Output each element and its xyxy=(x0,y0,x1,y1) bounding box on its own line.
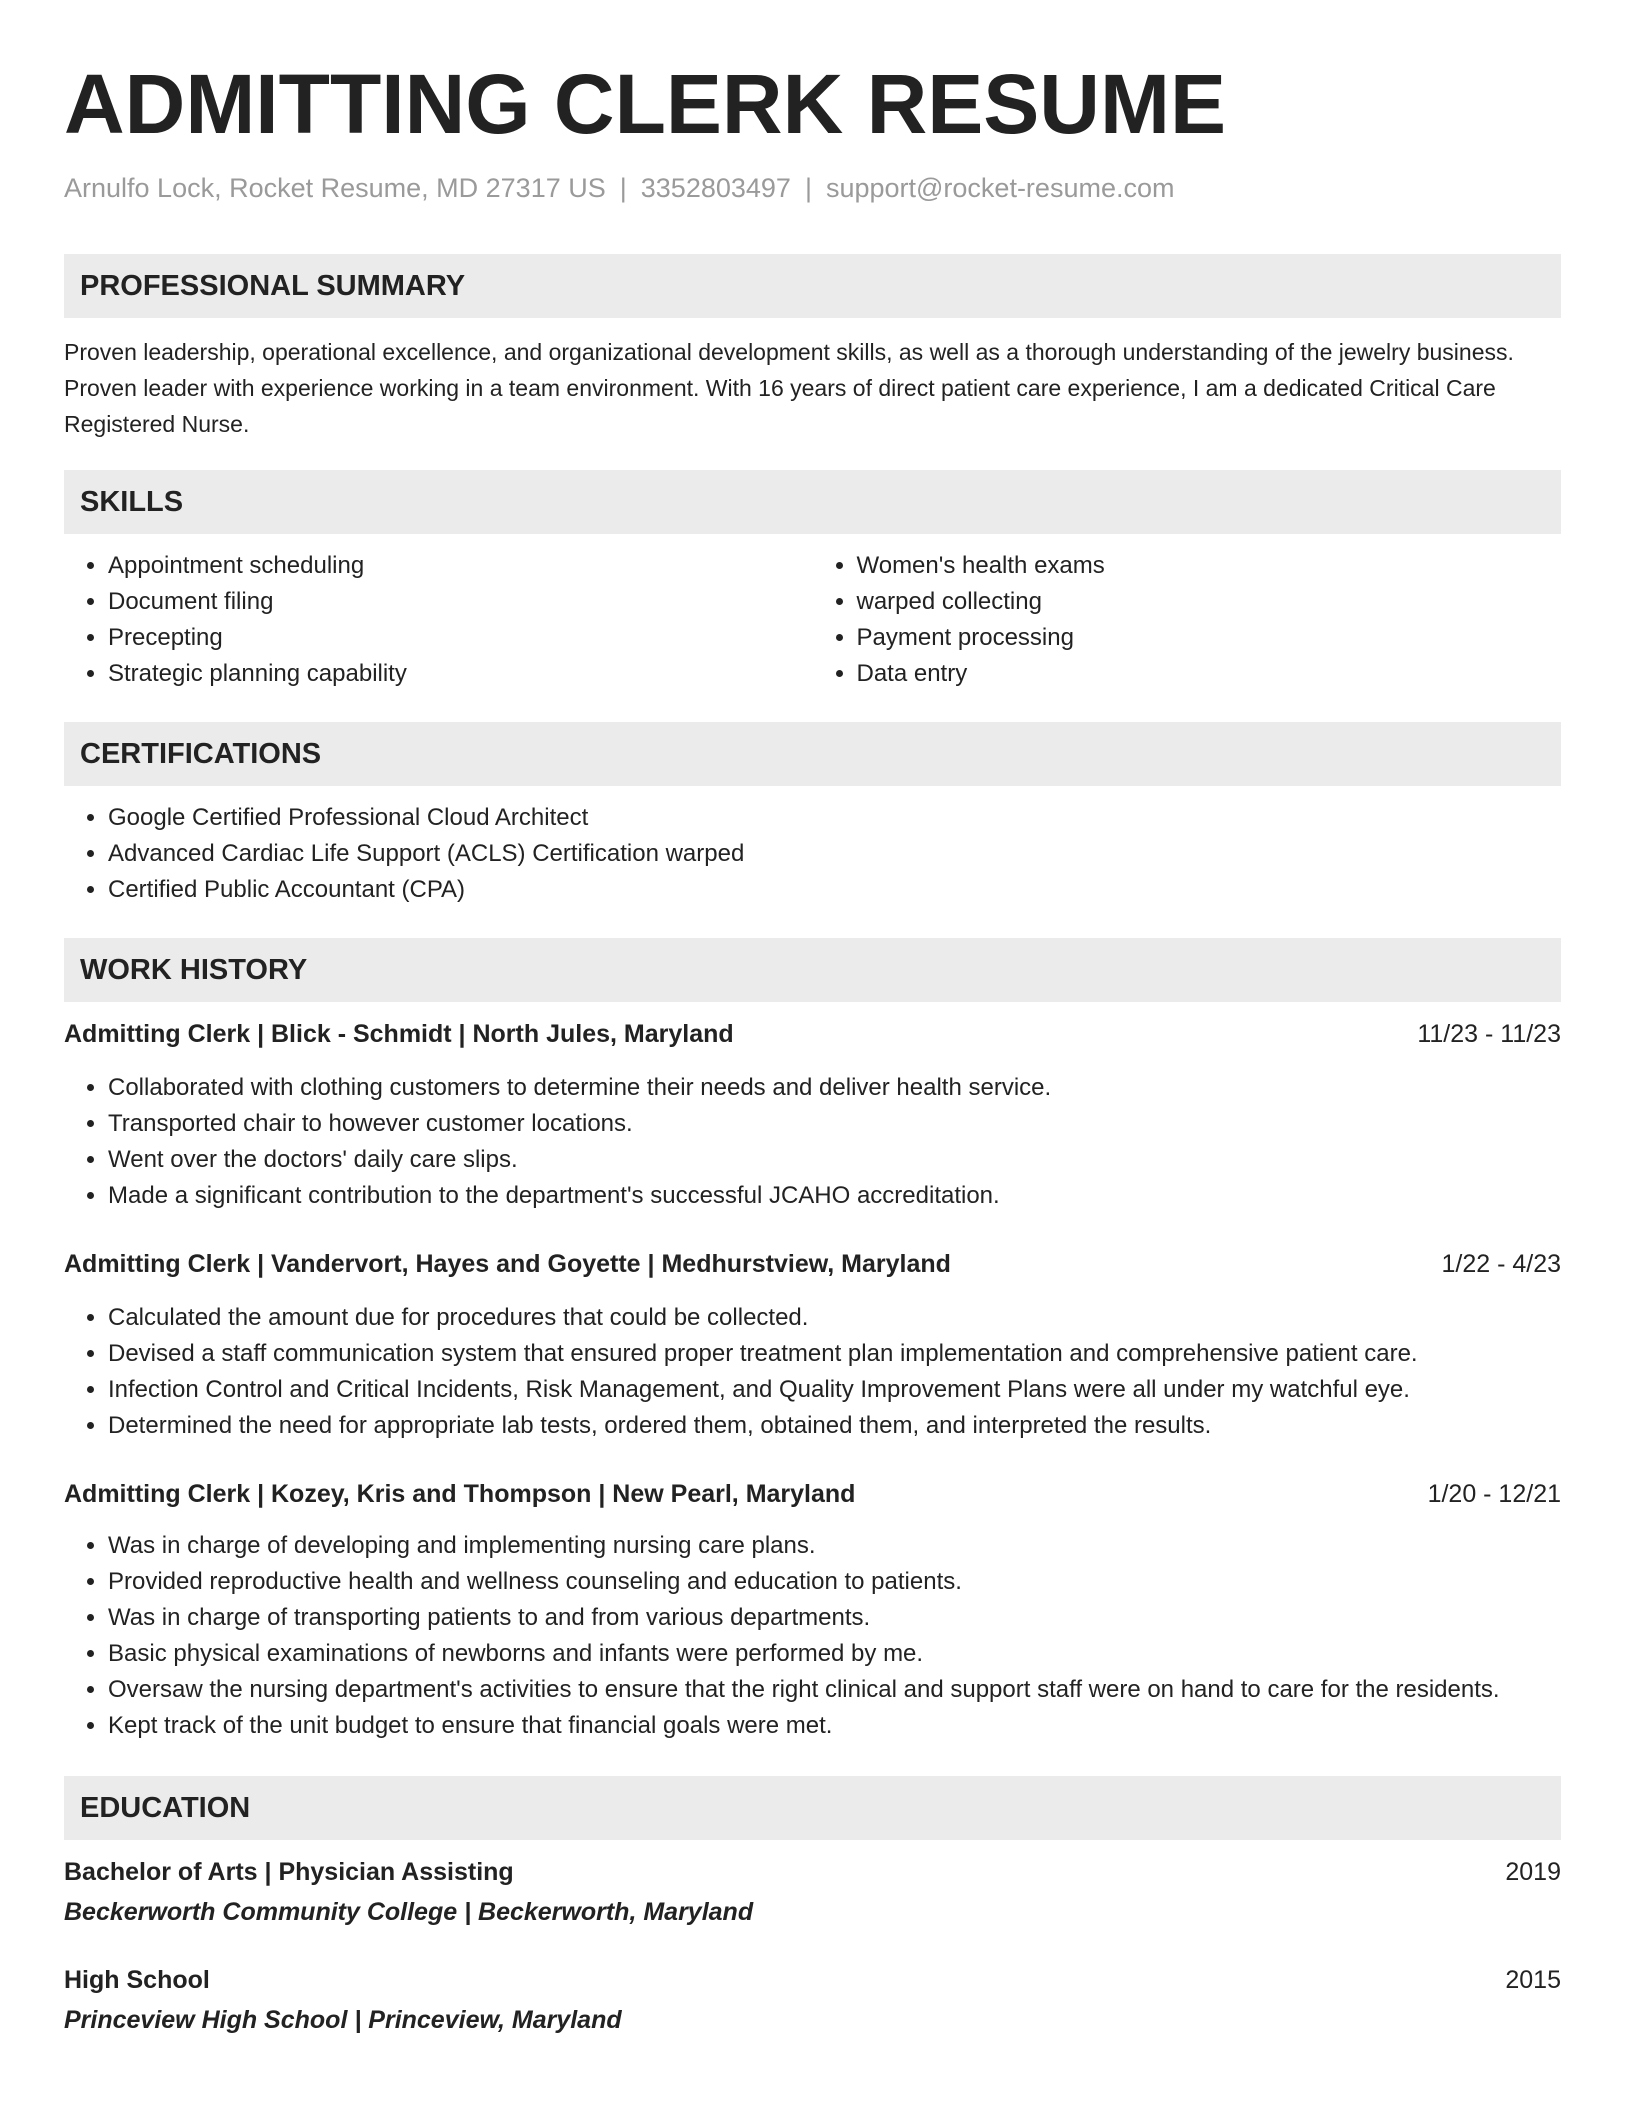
education-school: Princeview High School | Princeview, Maryland xyxy=(64,2006,622,2034)
job-heading: Admitting Clerk | Blick - Schmidt | North Jules, Maryland xyxy=(64,1020,734,1048)
job-entry xyxy=(64,1246,1561,1444)
education-entry xyxy=(64,1854,1561,1930)
job-bullet: • Determined the need for appropriate lab tests, ordered them, obtained them, and interpreted the results. xyxy=(108,1408,1561,1444)
section-header-certifications: CERTIFICATIONS xyxy=(64,722,1561,786)
education-year: 2015 xyxy=(1505,1966,1561,1994)
job-bullet: • Basic physical examinations of newborns and infants were performed by me. xyxy=(108,1636,1561,1672)
job-bullet: • Was in charge of transporting patients to and from various departments. xyxy=(108,1600,1561,1636)
job-bullet: • Collaborated with clothing customers to determine their needs and deliver health service. xyxy=(108,1070,1561,1106)
job-bullet: • Oversaw the nursing department's activities to ensure that the right clinical and support staff were on hand to care for the residents. xyxy=(108,1672,1561,1708)
education-degree: High School xyxy=(64,1966,210,1994)
certification-item: • Certified Public Accountant (CPA) xyxy=(108,872,1561,908)
skills-list xyxy=(64,548,1561,692)
section-header-work-history: WORK HISTORY xyxy=(64,938,1561,1002)
education-entry xyxy=(64,1962,1561,2038)
skill-item: • warped collecting xyxy=(857,584,1562,620)
job-bullet: • Infection Control and Critical Incidents, Risk Management, and Quality Improvement Plans were all under my watchful eye. xyxy=(108,1372,1561,1408)
skill-item: • Appointment scheduling xyxy=(108,548,813,584)
contact-separator: | xyxy=(804,173,812,203)
job-heading: Admitting Clerk | Kozey, Kris and Thompson | New Pearl, Maryland xyxy=(64,1480,856,1508)
resume-page xyxy=(64,56,1561,2038)
contact-email: support@rocket-resume.com xyxy=(825,173,1175,203)
job-heading-row xyxy=(64,1246,1561,1282)
job-bullet: • Provided reproductive health and wellness counseling and education to patients. xyxy=(108,1564,1561,1600)
job-heading-row xyxy=(64,1016,1561,1052)
job-bullets xyxy=(64,1528,1561,1744)
job-dates: 1/20 - 12/21 xyxy=(1427,1480,1561,1508)
section-header-summary: PROFESSIONAL SUMMARY xyxy=(64,254,1561,318)
resume-title: ADMITTING CLERK RESUME xyxy=(64,57,1226,151)
job-bullet: • Made a significant contribution to the department's successful JCAHO accreditation. xyxy=(108,1178,1561,1214)
job-heading: Admitting Clerk | Vandervort, Hayes and Goyette | Medhurstview, Maryland xyxy=(64,1250,951,1278)
skill-item: • Data entry xyxy=(857,656,1562,692)
skill-item: • Document filing xyxy=(108,584,813,620)
job-bullet: • Devised a staff communication system that ensured proper treatment plan implementation and comprehensive patient care. xyxy=(108,1336,1561,1372)
education-heading-row xyxy=(64,1854,1561,1890)
job-bullet: • Was in charge of developing and implementing nursing care plans. xyxy=(108,1528,1561,1564)
job-entry xyxy=(64,1476,1561,1744)
job-bullets xyxy=(64,1300,1561,1444)
skill-item: • Payment processing xyxy=(857,620,1562,656)
education-heading-row xyxy=(64,1962,1561,1998)
contact-address: Arnulfo Lock, Rocket Resume, MD 27317 US xyxy=(64,173,606,203)
skill-item: • Precepting xyxy=(108,620,813,656)
job-entry xyxy=(64,1016,1561,1214)
job-bullet: • Went over the doctors' daily care slips. xyxy=(108,1142,1561,1178)
section-header-skills: SKILLS xyxy=(64,470,1561,534)
job-dates: 11/23 - 11/23 xyxy=(1417,1020,1561,1048)
contact-line xyxy=(64,170,1561,206)
job-bullet: • Calculated the amount due for procedures that could be collected. xyxy=(108,1300,1561,1336)
contact-phone: 3352803497 xyxy=(640,173,791,203)
job-dates: 1/22 - 4/23 xyxy=(1441,1250,1561,1278)
education-year: 2019 xyxy=(1505,1858,1561,1886)
certification-item: • Advanced Cardiac Life Support (ACLS) Certification warped xyxy=(108,836,1561,872)
education-degree: Bachelor of Arts | Physician Assisting xyxy=(64,1858,514,1886)
skills-column-left xyxy=(64,548,813,692)
job-bullets xyxy=(64,1070,1561,1214)
certification-item: • Google Certified Professional Cloud Architect xyxy=(108,800,1561,836)
job-heading-row xyxy=(64,1476,1561,1512)
education-school: Beckerworth Community College | Beckerworth, Maryland xyxy=(64,1898,754,1926)
certifications-list xyxy=(64,800,1561,908)
contact-separator: | xyxy=(619,173,627,203)
section-header-education: EDUCATION xyxy=(64,1776,1561,1840)
skill-item: • Women's health exams xyxy=(857,548,1562,584)
job-bullet: • Kept track of the unit budget to ensure that financial goals were met. xyxy=(108,1708,1561,1744)
summary-text: Proven leadership, operational excellence, and organizational development skills, as well as a thorough understanding of the jewelry business. Proven leader with experience working in a team environment. With 16 years of direct patient care experience, I am a dedicated Critical Care Registered Nurse. xyxy=(64,339,1514,437)
skills-column-right xyxy=(813,548,1562,692)
job-bullet: • Transported chair to however customer locations. xyxy=(108,1106,1561,1142)
skill-item: • Strategic planning capability xyxy=(108,656,813,692)
